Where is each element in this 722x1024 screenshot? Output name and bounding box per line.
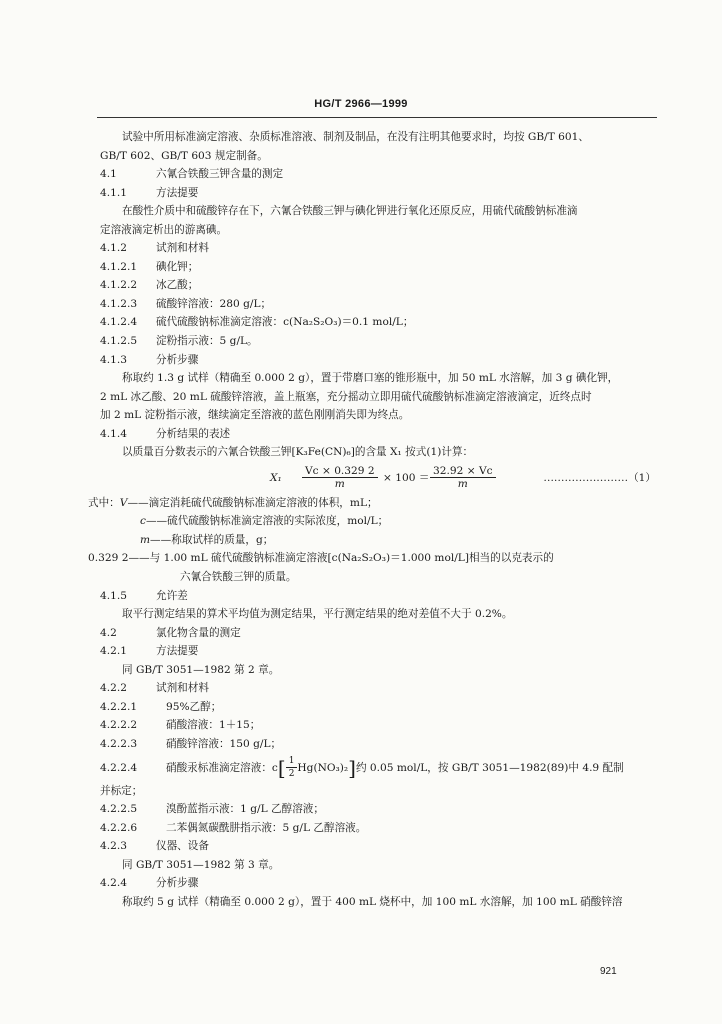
text-line: 以质量百分数表示的六氰合铁酸三钾[K₃Fe(CN)₆]的含量 X₁ 按式(1)计算：	[122, 446, 474, 459]
formula-1	[100, 462, 660, 494]
section-heading: 4.1.1 方法提要	[100, 186, 199, 199]
text-line: 定溶液滴定析出的游离碘。	[100, 223, 228, 236]
text-line: 试验中所用标准滴定溶液、杂质标准溶液、制剂及制品，在没有注明其他要求时，均按 GB/T 601、	[122, 131, 589, 143]
list-item: 4.2.2.5 溴酚蓝指示液：1 g/L 乙醇溶液；	[100, 803, 324, 816]
definition-line: 0.329 2——与 1.00 mL 硫代硫酸钠标准滴定溶液[c(Na₂S₂O₃)＝1.000 mol/L]相当的以克表示的	[88, 552, 554, 565]
list-item: 4.2.2.4 硝酸汞标准滴定溶液：c[ $\frac{1}{2}$ Hg(NO₃)₂]约 0.05 mol/L，按 GB/T 3051—1982(89)中 4.9 配制	[100, 755, 624, 780]
text-line: 六氰合铁酸三钾的质量。	[180, 571, 297, 584]
section-heading: 4.2.3 仪器、设备	[100, 840, 209, 853]
text-line: 称取约 5 g 试样（精确至 0.000 2 g），置于 400 mL 烧杯中，加 100 mL 水溶解，加 100 mL 硝酸锌溶	[122, 895, 623, 908]
page-number: 921	[600, 966, 617, 977]
text-line: 同 GB/T 3051—1982 第 3 章。	[122, 858, 280, 871]
list-item: 4.1.2.5 淀粉指示液：5 g/L。	[100, 335, 258, 348]
page-header: HG/T 2966—1999	[314, 98, 408, 110]
definition-line: m——称取试样的质量，g；	[140, 533, 274, 546]
list-item: 4.2.2.2 硝酸溶液：1＋15；	[100, 719, 261, 732]
section-heading: 4.2 氯化物含量的测定	[100, 626, 241, 639]
section-heading: 4.2.4 分析步骤	[100, 877, 199, 890]
list-item: 4.1.2.4 硫代硫酸钠标准滴定溶液：c(Na₂S₂O₃)＝0.1 mol/L；	[100, 316, 414, 329]
list-item: 4.1.2.1 碘化钾；	[100, 260, 199, 273]
list-item: 4.2.2.3 硝酸锌溶液：150 g/L；	[100, 737, 282, 750]
text-line: 同 GB/T 3051—1982 第 2 章。	[122, 663, 280, 676]
text-line: 称取约 1.3 g 试样（精确至 0.000 2 g），置于带磨口塞的锥形瓶中，加 50 mL 水溶解，加 3 g 碘化钾，	[122, 372, 619, 385]
section-heading: 4.1.5 允许差	[100, 589, 188, 602]
text-line: 在酸性介质中和硫酸锌存在下，六氰合铁酸三钾与碘化钾进行氧化还原反应，用硫代硫酸钠标准滴	[122, 205, 578, 218]
list-item: 4.2.2.1 95%乙醇；	[100, 700, 222, 713]
list-item: 4.1.2.3 硫酸锌溶液：280 g/L；	[100, 297, 272, 310]
text-line: 取平行测定结果的算术平均值为测定结果，平行测定结果的绝对差值不大于 0.2%。	[122, 608, 513, 621]
definition-line: c——硫代硫酸钠标准滴定溶液的实际浓度，mol/L；	[140, 515, 389, 528]
section-heading: 4.2.2 试剂和材料	[100, 682, 209, 695]
list-item: 4.2.2.6 二苯偶氮碳酰肼指示液：5 g/L 乙醇溶液。	[100, 821, 367, 834]
document-body	[88, 128, 660, 911]
section-heading: 4.1.3 分析步骤	[100, 353, 199, 366]
definition-line: 式中：V——滴定消耗硫代硫酸钠标准滴定溶液的体积，mL；	[88, 496, 378, 509]
text-line: 并标定；	[100, 784, 143, 797]
formula-lhs: X₁	[270, 471, 282, 484]
text-line: GB/T 602、GB/T 603 规定制备。	[100, 149, 268, 162]
formula-fraction-a: $\frac{Vc \times 0.329 2}{m}$	[302, 462, 378, 494]
text-line: 2 mL 冰乙酸、20 mL 硫酸锌溶液，盖上瓶塞，充分摇动立即用硫代硫酸钠标准滴定溶液滴定，近终点时	[100, 390, 592, 403]
section-heading: 4.1.2 试剂和材料	[100, 242, 209, 255]
list-item: 4.1.2.2 冰乙酸；	[100, 279, 199, 292]
header-rule	[97, 117, 657, 118]
formula-fraction-b: $\frac{32.92 \times Vc}{m}$	[430, 462, 496, 494]
section-heading: 4.1 六氰合铁酸三钾含量的测定	[100, 168, 284, 181]
section-heading: 4.1.4 分析结果的表述	[100, 427, 231, 440]
equation-number: ……………………（1）	[543, 471, 656, 484]
section-heading: 4.2.1 方法提要	[100, 645, 199, 658]
formula-times-100: × 100 ＝	[383, 471, 430, 484]
text-line: 加 2 mL 淀粉指示液，继续滴定至溶液的蓝色刚刚消失即为终点。	[100, 409, 410, 422]
